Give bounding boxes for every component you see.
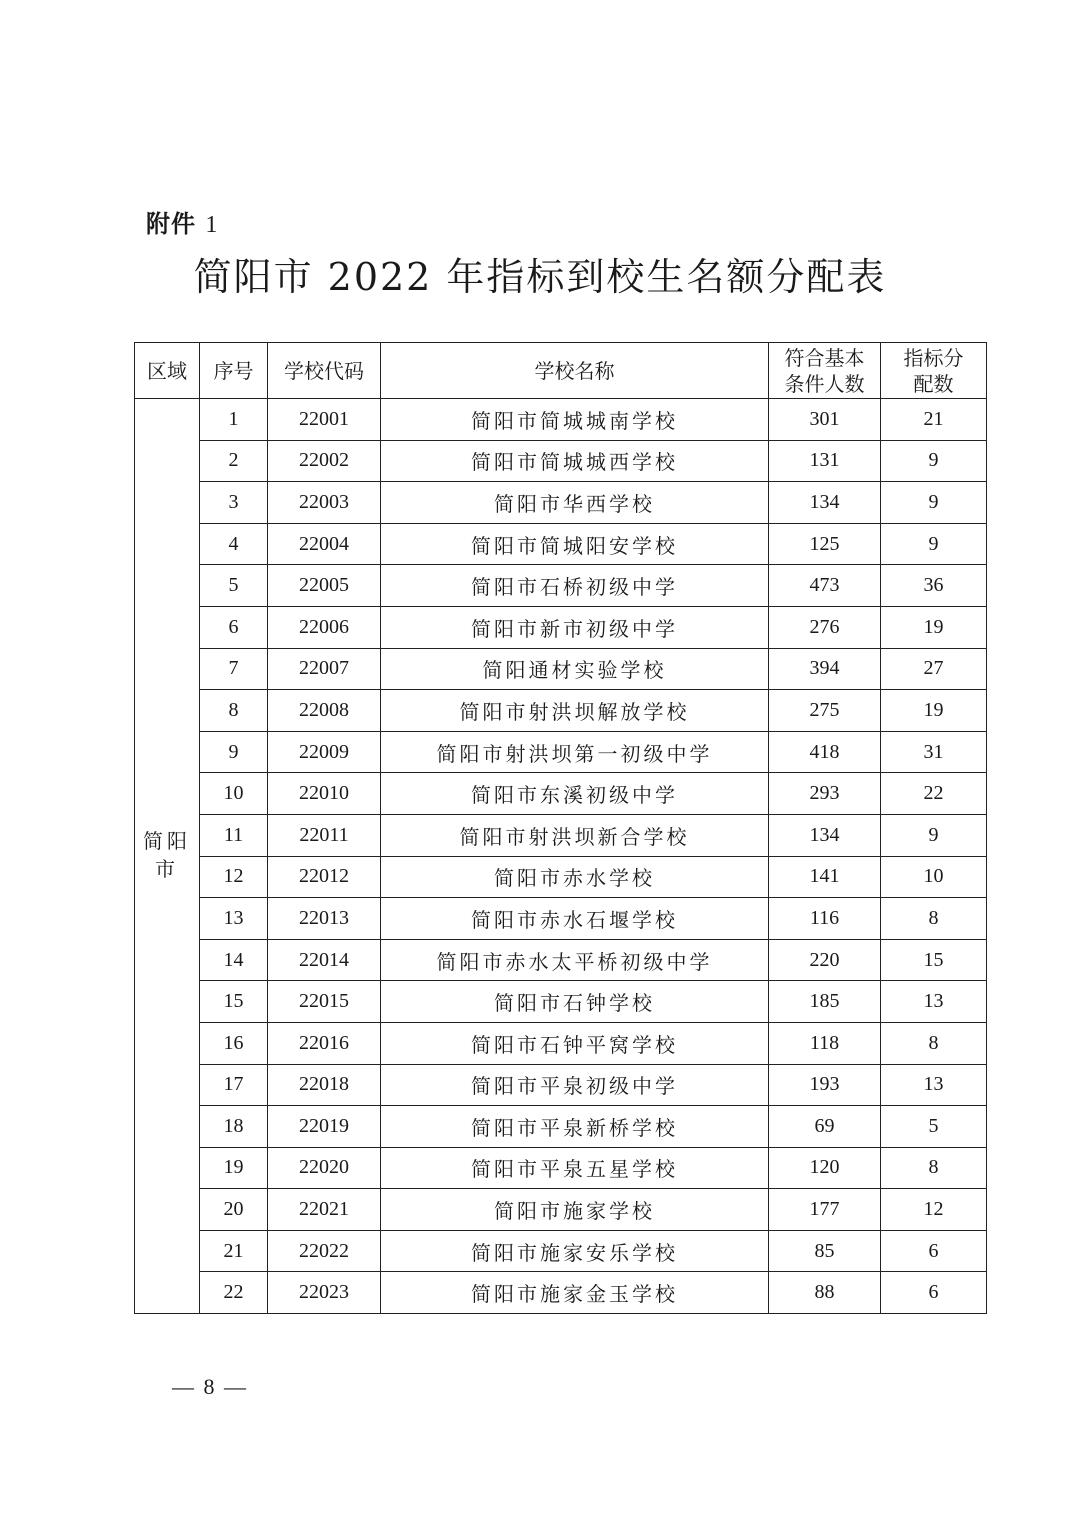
seq-cell: 19 xyxy=(200,1147,268,1189)
table-row xyxy=(135,1189,987,1231)
table-row xyxy=(135,399,987,441)
school-name-cell: 简阳市东溪初级中学 xyxy=(381,773,769,815)
code-cell: 22023 xyxy=(268,1272,381,1314)
table-row xyxy=(135,1147,987,1189)
eligible-cell: 220 xyxy=(769,939,881,981)
eligible-cell: 116 xyxy=(769,898,881,940)
table-row xyxy=(135,814,987,856)
eligible-cell: 134 xyxy=(769,482,881,524)
seq-cell: 2 xyxy=(200,440,268,482)
seq-cell: 1 xyxy=(200,399,268,441)
quota-cell: 8 xyxy=(881,1147,987,1189)
table-body xyxy=(135,399,987,1314)
seq-cell: 16 xyxy=(200,1022,268,1064)
code-cell: 22004 xyxy=(268,523,381,565)
header-quota-text: 指标分配数 xyxy=(903,345,964,396)
quota-cell: 31 xyxy=(881,731,987,773)
header-seq: 序号 xyxy=(200,343,268,399)
eligible-cell: 120 xyxy=(769,1147,881,1189)
code-cell: 22020 xyxy=(268,1147,381,1189)
code-cell: 22006 xyxy=(268,606,381,648)
seq-cell: 20 xyxy=(200,1189,268,1231)
quota-cell: 13 xyxy=(881,981,987,1023)
school-name-cell: 简阳市平泉新桥学校 xyxy=(381,1106,769,1148)
eligible-cell: 301 xyxy=(769,399,881,441)
code-cell: 22015 xyxy=(268,981,381,1023)
school-name-cell: 简阳市赤水石堰学校 xyxy=(381,898,769,940)
quota-cell: 9 xyxy=(881,482,987,524)
school-name-cell: 简阳市平泉五星学校 xyxy=(381,1147,769,1189)
header-code: 学校代码 xyxy=(268,343,381,399)
quota-cell: 8 xyxy=(881,898,987,940)
quota-cell: 12 xyxy=(881,1189,987,1231)
quota-cell: 9 xyxy=(881,814,987,856)
seq-cell: 6 xyxy=(200,606,268,648)
code-cell: 22008 xyxy=(268,690,381,732)
quota-cell: 21 xyxy=(881,399,987,441)
seq-cell: 7 xyxy=(200,648,268,690)
seq-cell: 11 xyxy=(200,814,268,856)
seq-cell: 17 xyxy=(200,1064,268,1106)
seq-cell: 10 xyxy=(200,773,268,815)
quota-cell: 8 xyxy=(881,1022,987,1064)
table-header-row xyxy=(135,343,987,399)
eligible-cell: 125 xyxy=(769,523,881,565)
seq-cell: 8 xyxy=(200,690,268,732)
seq-cell: 13 xyxy=(200,898,268,940)
school-name-cell: 简阳市施家学校 xyxy=(381,1189,769,1231)
code-cell: 22012 xyxy=(268,856,381,898)
quota-cell: 19 xyxy=(881,690,987,732)
header-eligible-text: 符合基本条件人数 xyxy=(784,345,865,396)
region-cell xyxy=(135,399,200,1314)
quota-cell: 9 xyxy=(881,440,987,482)
seq-cell: 3 xyxy=(200,482,268,524)
quota-cell: 10 xyxy=(881,856,987,898)
header-region: 区域 xyxy=(135,343,200,399)
eligible-cell: 131 xyxy=(769,440,881,482)
quota-cell: 9 xyxy=(881,523,987,565)
region-value: 简阳市 xyxy=(143,831,191,882)
quota-cell: 6 xyxy=(881,1272,987,1314)
school-name-cell: 简阳市石钟学校 xyxy=(381,981,769,1023)
eligible-cell: 394 xyxy=(769,648,881,690)
eligible-cell: 275 xyxy=(769,690,881,732)
school-name-cell: 简阳市简城城南学校 xyxy=(381,399,769,441)
eligible-cell: 118 xyxy=(769,1022,881,1064)
code-cell: 22003 xyxy=(268,482,381,524)
school-name-cell: 简阳市施家金玉学校 xyxy=(381,1272,769,1314)
table-row xyxy=(135,440,987,482)
code-cell: 22019 xyxy=(268,1106,381,1148)
allocation-table xyxy=(134,342,987,1314)
school-name-cell: 简阳市石钟平窝学校 xyxy=(381,1022,769,1064)
table-row xyxy=(135,648,987,690)
school-name-cell: 简阳市施家安乐学校 xyxy=(381,1230,769,1272)
table-row xyxy=(135,1106,987,1148)
school-name-cell: 简阳市平泉初级中学 xyxy=(381,1064,769,1106)
code-cell: 22016 xyxy=(268,1022,381,1064)
table-row xyxy=(135,523,987,565)
seq-cell: 4 xyxy=(200,523,268,565)
school-name-cell: 简阳市赤水学校 xyxy=(381,856,769,898)
seq-cell: 15 xyxy=(200,981,268,1023)
quota-cell: 15 xyxy=(881,939,987,981)
table-row xyxy=(135,981,987,1023)
eligible-cell: 134 xyxy=(769,814,881,856)
code-cell: 22018 xyxy=(268,1064,381,1106)
table-row xyxy=(135,731,987,773)
eligible-cell: 276 xyxy=(769,606,881,648)
table-row xyxy=(135,565,987,607)
table-row xyxy=(135,1272,987,1314)
table-row xyxy=(135,939,987,981)
page-number: — 8 — xyxy=(172,1374,248,1399)
quota-cell: 5 xyxy=(881,1106,987,1148)
school-name-cell: 简阳市射洪坝解放学校 xyxy=(381,690,769,732)
eligible-cell: 69 xyxy=(769,1106,881,1148)
school-name-cell: 简阳市赤水太平桥初级中学 xyxy=(381,939,769,981)
code-cell: 22013 xyxy=(268,898,381,940)
table-row xyxy=(135,1230,987,1272)
attachment-label xyxy=(146,204,218,239)
quota-cell: 22 xyxy=(881,773,987,815)
code-cell: 22002 xyxy=(268,440,381,482)
eligible-cell: 473 xyxy=(769,565,881,607)
eligible-cell: 293 xyxy=(769,773,881,815)
seq-cell: 12 xyxy=(200,856,268,898)
code-cell: 22009 xyxy=(268,731,381,773)
school-name-cell: 简阳市石桥初级中学 xyxy=(381,565,769,607)
table-row xyxy=(135,606,987,648)
school-name-cell: 简阳市简城阳安学校 xyxy=(381,523,769,565)
seq-cell: 21 xyxy=(200,1230,268,1272)
header-quota xyxy=(881,343,987,399)
quota-cell: 27 xyxy=(881,648,987,690)
table-row xyxy=(135,856,987,898)
header-name: 学校名称 xyxy=(381,343,769,399)
seq-cell: 22 xyxy=(200,1272,268,1314)
quota-cell: 6 xyxy=(881,1230,987,1272)
attachment-label-text: 附件 xyxy=(146,210,196,238)
page-title: 简阳市 2022 年指标到校生名额分配表 xyxy=(193,255,887,299)
eligible-cell: 418 xyxy=(769,731,881,773)
quota-cell: 13 xyxy=(881,1064,987,1106)
seq-cell: 18 xyxy=(200,1106,268,1148)
eligible-cell: 193 xyxy=(769,1064,881,1106)
header-eligible xyxy=(769,343,881,399)
seq-cell: 9 xyxy=(200,731,268,773)
table-row xyxy=(135,773,987,815)
code-cell: 22021 xyxy=(268,1189,381,1231)
eligible-cell: 85 xyxy=(769,1230,881,1272)
quota-cell: 19 xyxy=(881,606,987,648)
school-name-cell: 简阳市新市初级中学 xyxy=(381,606,769,648)
code-cell: 22007 xyxy=(268,648,381,690)
table-row xyxy=(135,1064,987,1106)
attachment-number: 1 xyxy=(205,212,219,238)
table-row xyxy=(135,1022,987,1064)
school-name-cell: 简阳市射洪坝第一初级中学 xyxy=(381,731,769,773)
table-row xyxy=(135,898,987,940)
table-row xyxy=(135,690,987,732)
quota-cell: 36 xyxy=(881,565,987,607)
code-cell: 22010 xyxy=(268,773,381,815)
eligible-cell: 177 xyxy=(769,1189,881,1231)
eligible-cell: 141 xyxy=(769,856,881,898)
school-name-cell: 简阳市简城城西学校 xyxy=(381,440,769,482)
school-name-cell: 简阳市华西学校 xyxy=(381,482,769,524)
code-cell: 22014 xyxy=(268,939,381,981)
seq-cell: 14 xyxy=(200,939,268,981)
school-name-cell: 简阳通材实验学校 xyxy=(381,648,769,690)
code-cell: 22005 xyxy=(268,565,381,607)
code-cell: 22001 xyxy=(268,399,381,441)
seq-cell: 5 xyxy=(200,565,268,607)
school-name-cell: 简阳市射洪坝新合学校 xyxy=(381,814,769,856)
eligible-cell: 88 xyxy=(769,1272,881,1314)
code-cell: 22011 xyxy=(268,814,381,856)
eligible-cell: 185 xyxy=(769,981,881,1023)
table-row xyxy=(135,482,987,524)
code-cell: 22022 xyxy=(268,1230,381,1272)
